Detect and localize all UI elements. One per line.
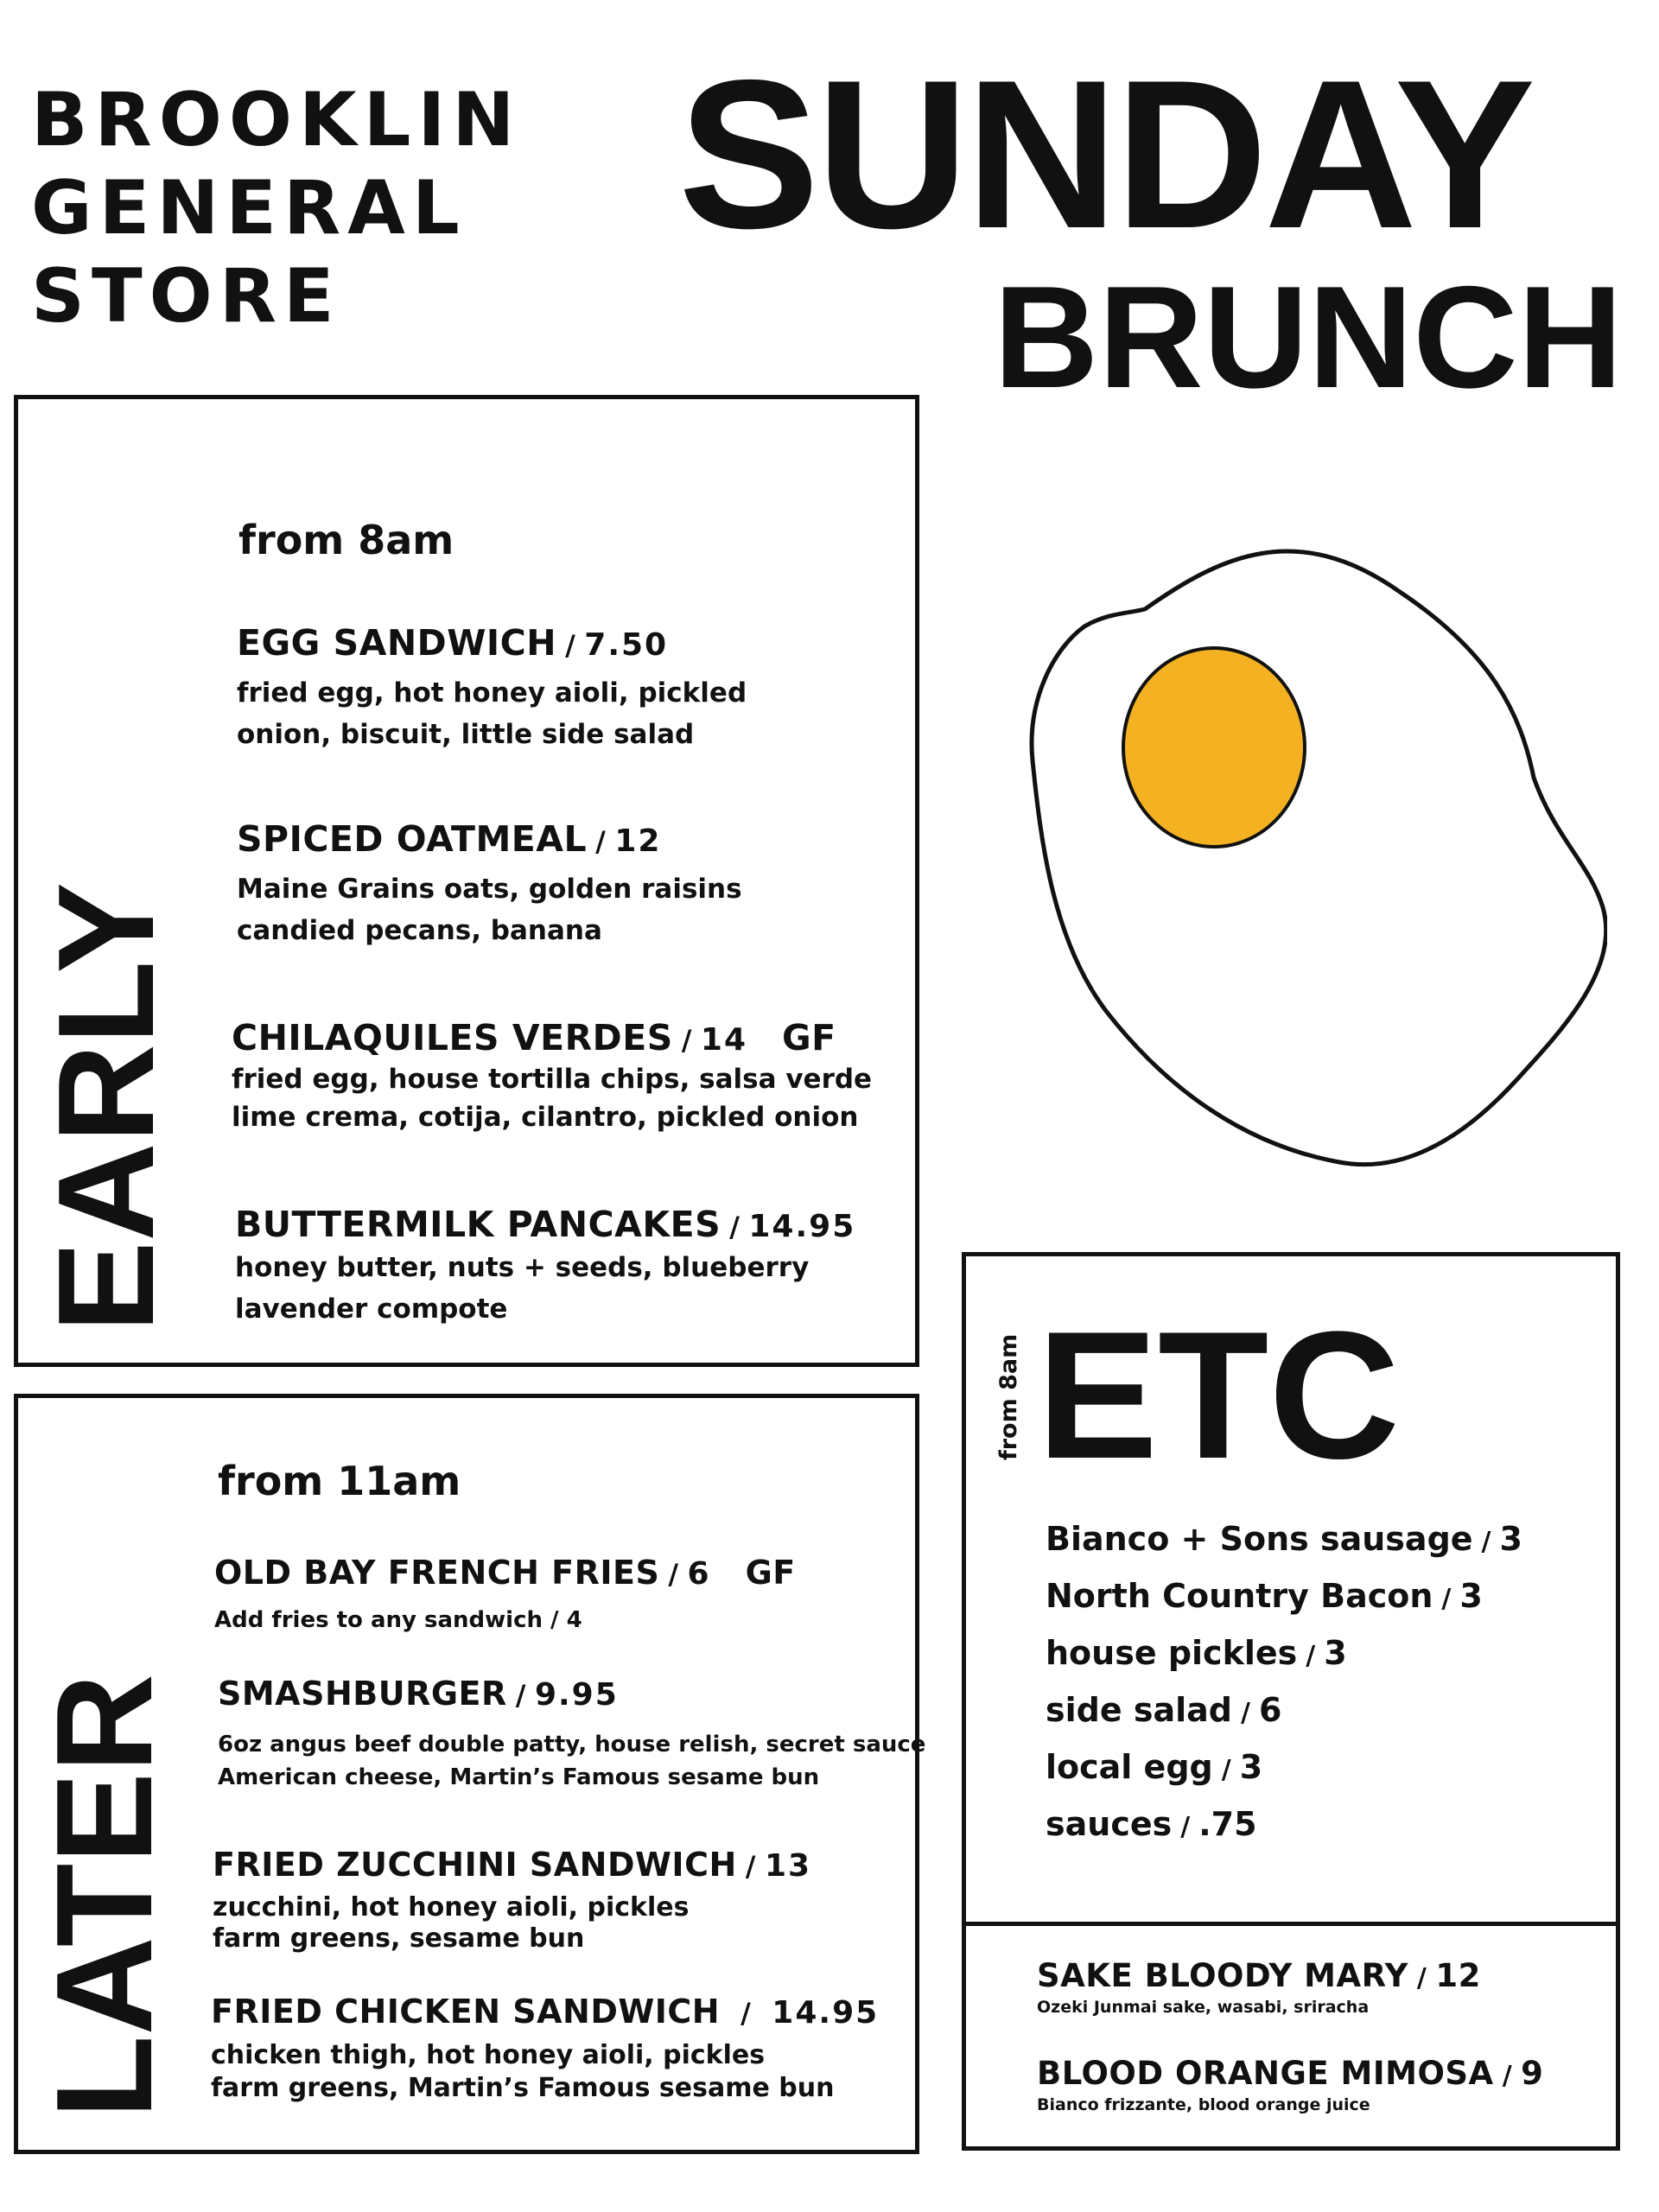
side-item: local egg / 3 (1046, 1748, 1263, 1786)
menu-item (218, 1675, 925, 1794)
drink-item (1037, 2055, 1543, 2114)
menu-item-name: OLD BAY FRENCH FRIES / 6 GF (214, 1554, 796, 1592)
early-from-time: from 8am (238, 517, 454, 563)
drink-desc: Bianco frizzante, blood orange juice (1037, 2095, 1370, 2114)
side-item: house pickles / 3 (1046, 1634, 1347, 1672)
menu-item (237, 622, 747, 755)
side-item: Bianco + Sons sausage / 3 (1046, 1520, 1522, 1558)
later-section-label: LATER (29, 1674, 181, 2119)
store-name-line: BROOKLIN (31, 77, 522, 163)
menu-item-name: SPICED OATMEAL / 12 (237, 818, 662, 860)
menu-item (211, 1993, 879, 2105)
menu-item-desc: chicken thigh, hot honey aioli, pickles farm greens, Martin’s Famous sesame bun (211, 2040, 835, 2103)
early-section-label: EARLY (30, 882, 182, 1332)
side-item: North Country Bacon / 3 (1046, 1577, 1483, 1615)
menu-item (237, 818, 742, 951)
side-item: side salad / 6 (1046, 1691, 1282, 1729)
menu-item-name: SMASHBURGER / 9.95 (218, 1675, 619, 1713)
menu-item (235, 1204, 855, 1330)
menu-title-sunday: SUNDAY (678, 35, 1533, 272)
side-item: sauces / .75 (1046, 1805, 1257, 1843)
menu-item-desc: fried egg, hot honey aioli, pickled onion, biscuit, little side salad (237, 677, 747, 750)
store-name (31, 76, 653, 340)
section-divider (962, 1922, 1620, 1926)
gluten-free-badge: GF (745, 1554, 796, 1592)
menu-item-desc: honey butter, nuts + seeds, blueberry lavender compote (235, 1252, 810, 1325)
menu-item-desc: fried egg, house tortilla chips, salsa verde lime crema, cotija, cilantro, pickled onion (232, 1064, 873, 1133)
menu-item (232, 1017, 872, 1136)
menu-title-brunch: BRUNCH (994, 256, 1623, 418)
menu-item-name: CHILAQUILES VERDES / 14 GF (232, 1017, 836, 1058)
menu-item-desc: Maine Grains oats, golden raisins candied pecans, banana (237, 874, 742, 946)
etc-section-label: ETC (1037, 1294, 1400, 1497)
drink-name: SAKE BLOODY MARY / 12 (1037, 1957, 1481, 1994)
store-name-line: STORE (31, 253, 341, 340)
menu-item (213, 1846, 811, 1955)
menu-item (214, 1554, 796, 1637)
fried-egg-icon (1020, 527, 1607, 1184)
menu-item-name: FRIED CHICKEN SANDWICH / 14.95 (211, 1993, 880, 2031)
later-from-time: from 11am (218, 1458, 461, 1504)
drink-name: BLOOD ORANGE MIMOSA / 9 (1037, 2055, 1544, 2092)
gluten-free-badge: GF (782, 1017, 836, 1058)
side-list (1046, 1510, 1522, 1853)
store-name-line: GENERAL (31, 165, 467, 251)
menu-item-desc: Add fries to any sandwich / 4 (214, 1607, 582, 1633)
menu-item-name: BUTTERMILK PANCAKES / 14.95 (235, 1204, 856, 1245)
drink-desc: Ozeki Junmai sake, wasabi, sriracha (1037, 1998, 1370, 2017)
menu-item-desc: 6oz angus beef double patty, house relish, secret sauce American cheese, Martin’s Famous sesame bun (218, 1732, 926, 1790)
menu-item-name: EGG SANDWICH / 7.50 (237, 622, 669, 664)
menu-item-desc: zucchini, hot honey aioli, pickles farm greens, sesame bun (213, 1892, 690, 1954)
etc-from-time: from 8am (995, 1333, 1022, 1460)
drink-item (1037, 1957, 1481, 2017)
menu-item-name: FRIED ZUCCHINI SANDWICH / 13 (213, 1846, 812, 1884)
